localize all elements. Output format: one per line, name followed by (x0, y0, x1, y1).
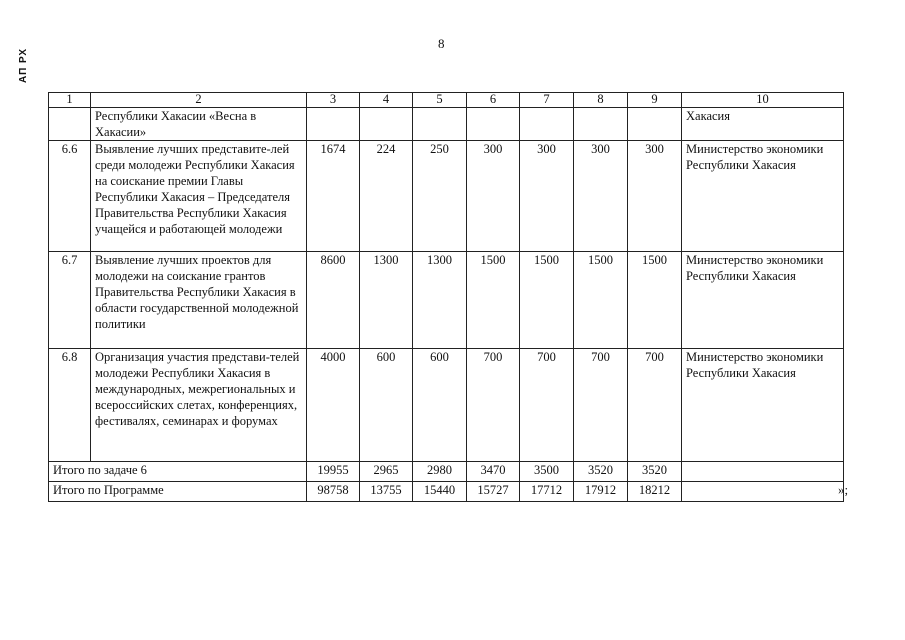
value-cell: 3500 (520, 462, 574, 482)
value-cell: 1500 (574, 252, 628, 349)
header-cell: 4 (360, 93, 413, 108)
header-cell: 3 (307, 93, 360, 108)
value-cell: 17712 (520, 482, 574, 502)
side-stamp: АП РХ (18, 48, 29, 84)
program-table (48, 92, 844, 502)
value-cell: 17912 (574, 482, 628, 502)
row-number: 6.7 (49, 252, 91, 349)
page-number: 8 (438, 36, 445, 51)
header-cell: 9 (628, 93, 682, 108)
value-cell: 18212 (628, 482, 682, 502)
value-cell: 19955 (307, 462, 360, 482)
row-number: 6.8 (49, 349, 91, 462)
header-row (49, 93, 844, 108)
header-cell: 5 (413, 93, 467, 108)
value-cell: 1300 (360, 252, 413, 349)
value-cell: 2965 (360, 462, 413, 482)
header-cell: 1 (49, 93, 91, 108)
total-row (49, 482, 844, 502)
value-cell: 3520 (628, 462, 682, 482)
value-cell: 250 (413, 141, 467, 252)
value-cell: 700 (520, 349, 574, 462)
row-name: Организация участия представи-телей молодежи Республики Хакасия в международных, межрегиональных и всероссийских слетах, конференциях, фестивалях, семинарах и форумах (91, 349, 307, 462)
row-number: 6.6 (49, 141, 91, 252)
value-cell: 1300 (413, 252, 467, 349)
value-cell: 600 (360, 349, 413, 462)
total-row (49, 462, 844, 482)
total-label: Итого по задаче 6 (49, 462, 307, 482)
value-cell: 15440 (413, 482, 467, 502)
value-cell: 3520 (574, 462, 628, 482)
value-cell: 1500 (628, 252, 682, 349)
header-cell: 8 (574, 93, 628, 108)
value-cell: 8600 (307, 252, 360, 349)
total-label: Итого по Программе (49, 482, 307, 502)
closing-quote: »; (838, 482, 849, 497)
value-cell: 300 (467, 141, 520, 252)
row-name: Выявление лучших представите-лей среди молодежи Республики Хакасия на соискание премии Главы Республики Хакасия – Председателя Правительства Республики Хакасия учащейся и работающей молодежи (91, 141, 307, 252)
value-cell: 700 (628, 349, 682, 462)
value-cell: 1500 (520, 252, 574, 349)
header-cell: 10 (682, 93, 844, 108)
header-cell: 7 (520, 93, 574, 108)
row-executor: Министерство экономики Республики Хакасия (682, 252, 844, 349)
value-cell: 700 (467, 349, 520, 462)
value-cell: 15727 (467, 482, 520, 502)
row-executor: Министерство экономики Республики Хакасия (682, 349, 844, 462)
row-name: Выявление лучших проектов для молодежи на соискание грантов Правительства Республики Хакасия в области государственной молодежной политики (91, 252, 307, 349)
table-row (49, 349, 844, 462)
value-cell: 300 (628, 141, 682, 252)
table-row (49, 108, 844, 141)
table-row (49, 141, 844, 252)
header-cell: 2 (91, 93, 307, 108)
value-cell: 98758 (307, 482, 360, 502)
row-executor: Хакасия (682, 108, 844, 141)
value-cell: 2980 (413, 462, 467, 482)
value-cell: 224 (360, 141, 413, 252)
value-cell: 300 (520, 141, 574, 252)
value-cell: 3470 (467, 462, 520, 482)
header-cell: 6 (467, 93, 520, 108)
value-cell: 700 (574, 349, 628, 462)
row-executor: Министерство экономики Республики Хакасия (682, 141, 844, 252)
table-row (49, 252, 844, 349)
row-name: Республики Хакасии «Весна в Хакасии» (91, 108, 307, 141)
value-cell: 13755 (360, 482, 413, 502)
value-cell: 300 (574, 141, 628, 252)
value-cell: 600 (413, 349, 467, 462)
value-cell: 1500 (467, 252, 520, 349)
value-cell: 4000 (307, 349, 360, 462)
value-cell: 1674 (307, 141, 360, 252)
